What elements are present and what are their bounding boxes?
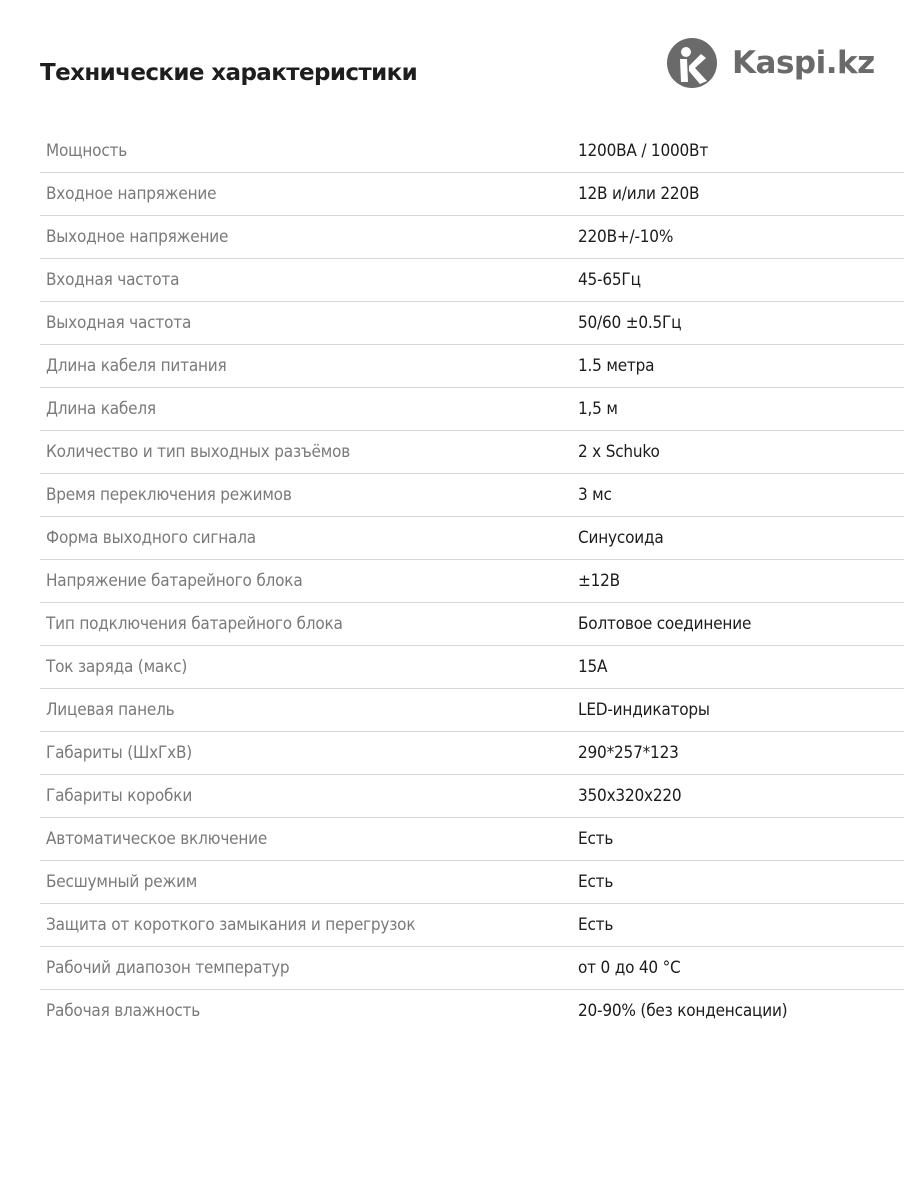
spec-row bbox=[40, 173, 904, 216]
spec-row bbox=[40, 775, 904, 818]
spec-value: Болтовое соединение bbox=[578, 603, 904, 646]
spec-row bbox=[40, 603, 904, 646]
spec-row bbox=[40, 216, 904, 259]
spec-name: Время переключения режимов bbox=[40, 474, 578, 517]
spec-value: 1.5 метра bbox=[578, 345, 904, 388]
spec-table bbox=[40, 130, 904, 1032]
spec-row bbox=[40, 990, 904, 1033]
spec-value: 290*257*123 bbox=[578, 732, 904, 775]
spec-name: Габариты (ШxГxВ) bbox=[40, 732, 578, 775]
spec-name: Длина кабеля питания bbox=[40, 345, 578, 388]
spec-name: Количество и тип выходных разъёмов bbox=[40, 431, 578, 474]
spec-value: Есть bbox=[578, 861, 904, 904]
spec-name: Рабочая влажность bbox=[46, 1001, 201, 1021]
spec-value: Есть bbox=[578, 904, 904, 947]
spec-name: Ток заряда (макс) bbox=[40, 646, 578, 689]
spec-value: 1,5 м bbox=[578, 388, 904, 431]
spec-value: 12В и/или 220В bbox=[578, 173, 904, 216]
spec-value: 45-65Гц bbox=[578, 259, 904, 302]
spec-name: Длина кабеля bbox=[40, 388, 578, 431]
spec-name: Выходное напряжение bbox=[40, 216, 578, 259]
spec-name: Выходная частота bbox=[40, 302, 578, 345]
spec-row bbox=[40, 474, 904, 517]
kaspi-logo-icon bbox=[667, 38, 717, 88]
spec-row bbox=[40, 302, 904, 345]
spec-row bbox=[40, 431, 904, 474]
spec-value: 350x320x220 bbox=[578, 775, 904, 818]
spec-name: Форма выходного сигнала bbox=[40, 517, 578, 560]
spec-name: Защита от короткого замыкания и перегрузок bbox=[40, 904, 578, 947]
spec-row bbox=[40, 388, 904, 431]
spec-name: Габариты коробки bbox=[40, 775, 578, 818]
spec-name: Мощность bbox=[40, 130, 578, 173]
spec-value: ±12В bbox=[578, 560, 904, 603]
spec-value: 220В+/-10% bbox=[578, 216, 904, 259]
spec-row bbox=[40, 646, 904, 689]
spec-name: Лицевая панель bbox=[40, 689, 578, 732]
spec-row bbox=[40, 818, 904, 861]
spec-name: Бесшумный режим bbox=[40, 861, 578, 904]
spec-row bbox=[40, 560, 904, 603]
spec-row bbox=[40, 861, 904, 904]
spec-value: 2 x Schuko bbox=[578, 431, 904, 474]
spec-row bbox=[40, 904, 904, 947]
brand-name: Kaspi.kz bbox=[732, 45, 875, 81]
spec-name: Автоматическое включение bbox=[40, 818, 578, 861]
spec-name: Рабочий диапозон температур bbox=[40, 947, 578, 990]
spec-name: Напряжение батарейного блока bbox=[40, 560, 578, 603]
spec-row bbox=[40, 345, 904, 388]
spec-name: Входная частота bbox=[40, 259, 578, 302]
spec-value: LED-индикаторы bbox=[578, 689, 904, 732]
spec-value: 50/60 ±0.5Гц bbox=[578, 302, 904, 345]
spec-value: 3 мс bbox=[578, 474, 904, 517]
spec-value: 15А bbox=[578, 646, 904, 689]
spec-row bbox=[40, 732, 904, 775]
spec-value: Синусоида bbox=[578, 517, 904, 560]
spec-value: 20-90% (без конденсации) bbox=[578, 1001, 788, 1021]
spec-value: Есть bbox=[578, 818, 904, 861]
spec-value: от 0 до 40 °С bbox=[578, 947, 904, 990]
spec-row bbox=[40, 259, 904, 302]
spec-row bbox=[40, 689, 904, 732]
spec-value: 1200ВА / 1000Вт bbox=[578, 130, 904, 173]
spec-name: Входное напряжение bbox=[40, 173, 578, 216]
spec-row bbox=[40, 517, 904, 560]
spec-row bbox=[40, 130, 904, 173]
page-title: Технические характеристики bbox=[40, 60, 418, 86]
spec-name: Тип подключения батарейного блока bbox=[40, 603, 578, 646]
brand-logo-block[interactable] bbox=[667, 38, 875, 88]
spec-row bbox=[40, 947, 904, 990]
